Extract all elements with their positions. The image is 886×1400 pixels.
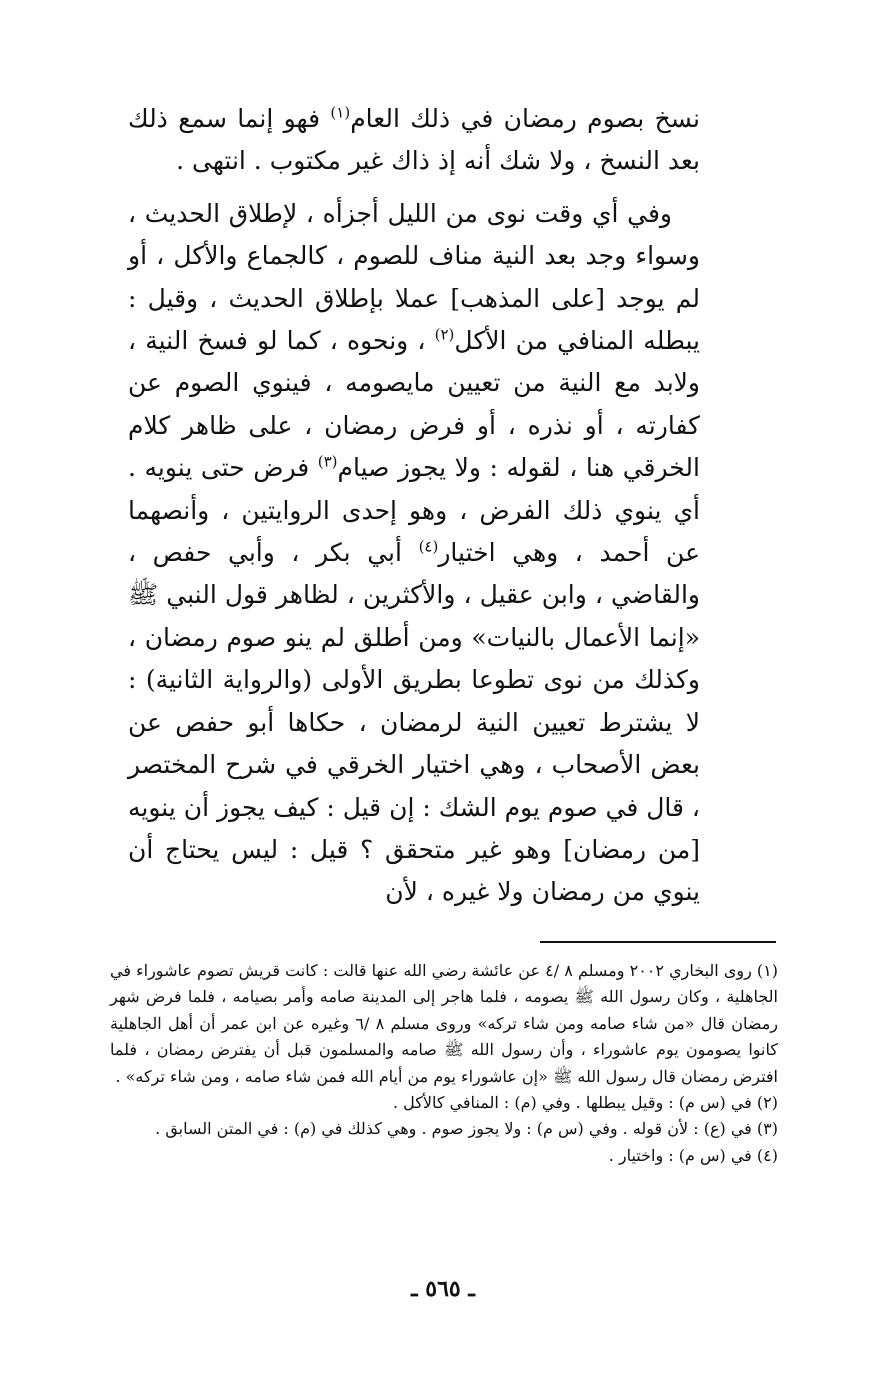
footnote-ref-3: (٣) [317,452,338,471]
footnote-ref-4: (٤) [418,537,439,556]
footnote-ref-1: (١) [330,103,351,122]
footnote-divider [540,941,776,943]
paragraph-2-text-d: أبي بكر ، وأبي حفص ، والقاضي ، وابن عقيل ، والأكثرين ، لظاهر قول النبي ﷺ «إنما الأعمال بالنيات» ومن أطلق لم ينو صوم رمضان ، وكذلك من نوى تطوعا بطريق الأولى (والرواية الثانية) : لا يشترط تعيين النية لرمضان ، حكاها أبو حفص عن بعض الأصحاب ، وهي اختيار الخرقي في شرح المختصر ، قال في صوم يوم الشك : إن قيل : كيف يجوز أن ينويه [من رمضان] وهو غير متحقق ؟ قيل : ليس يحتاج أن ينوي من رمضان ولا غيره ، لأن [128,538,700,907]
paragraph-1-text-a: نسخ بصوم رمضان في ذلك العام [350,104,700,133]
paragraph-2 [128,193,700,914]
footnote-1: (١) روى البخاري ٢٠٠٢ ومسلم ٨ /٤ عن عائشة رضي الله عنها قالت : كانت قريش تصوم عاشوراء في الجاهلية ، وكان رسول الله ﷺ يصومه ، فلما هاجر إلى المدينة صامه وأمر بصيامه ، فلما فرض شهر رمضان قال «من شاء صامه ومن شاء تركه» وروى مسلم ٨ /٦ وغيره عن ابن عمر أن أهل الجاهلية كانوا يصومون يوم عاشوراء ، وأن رسول الله ﷺ صامه والمسلمون قبل أن يفترض رمضان ، فلما افترض رمضان قال رسول الله ﷺ «إن عاشوراء يوم من أيام الله فمن شاء صامه ، ومن شاء تركه» . [110,961,779,1086]
main-text [128,98,700,914]
paragraph-2-text-c: فرض حتى ينويه . أي ينوي ذلك الفرض ، وهو إحدى الروايتين ، وأنصهما عن أحمد ، وهي اختيار [128,453,700,568]
footnote-2: (٢) في (س م) : وقيل يبطلها . وفي (م) : المنافي كالأكل . [392,1093,778,1113]
footnote-4: (٤) في (س م) : واختيار . [608,1145,778,1165]
paragraph-2-text-b: ، ونحوه ، كما لو فسخ النية ، ولابد مع النية من تعيين مايصومه ، فينوي الصوم عن كفارته ، أو نذره ، أو فرض رمضان ، على ظاهر كلام الخرقي هنا ، لقوله : ولا يجوز صيام [128,326,700,483]
footnote-ref-2: (٢) [434,325,455,344]
footnotes [110,958,778,1169]
page-number: ـ ٥٦٥ ـ [411,1276,475,1302]
paragraph-2-text-a: وفي أي وقت نوى من الليل أجزأه ، لإطلاق الحديث ، وسواء وجد بعد النية مناف للصوم ، كالجماع والأكل ، أو لم يوجد [على المذهب] عملا بإطلاق الحديث ، وقيل : يبطله المنافي من الأكل [128,198,700,356]
paragraph-1 [128,98,700,183]
footnote-3: (٣) في (ع) : لأن قوله . وفي (س م) : ولا يجوز صوم . وهي كذلك في (م) : في المتن السابق . [155,1119,778,1139]
paragraph-1-text-b: فهو إنما سمع ذلك بعد النسخ ، ولا شك أنه إذ ذاك غير مكتوب . انتهى . [128,104,700,176]
